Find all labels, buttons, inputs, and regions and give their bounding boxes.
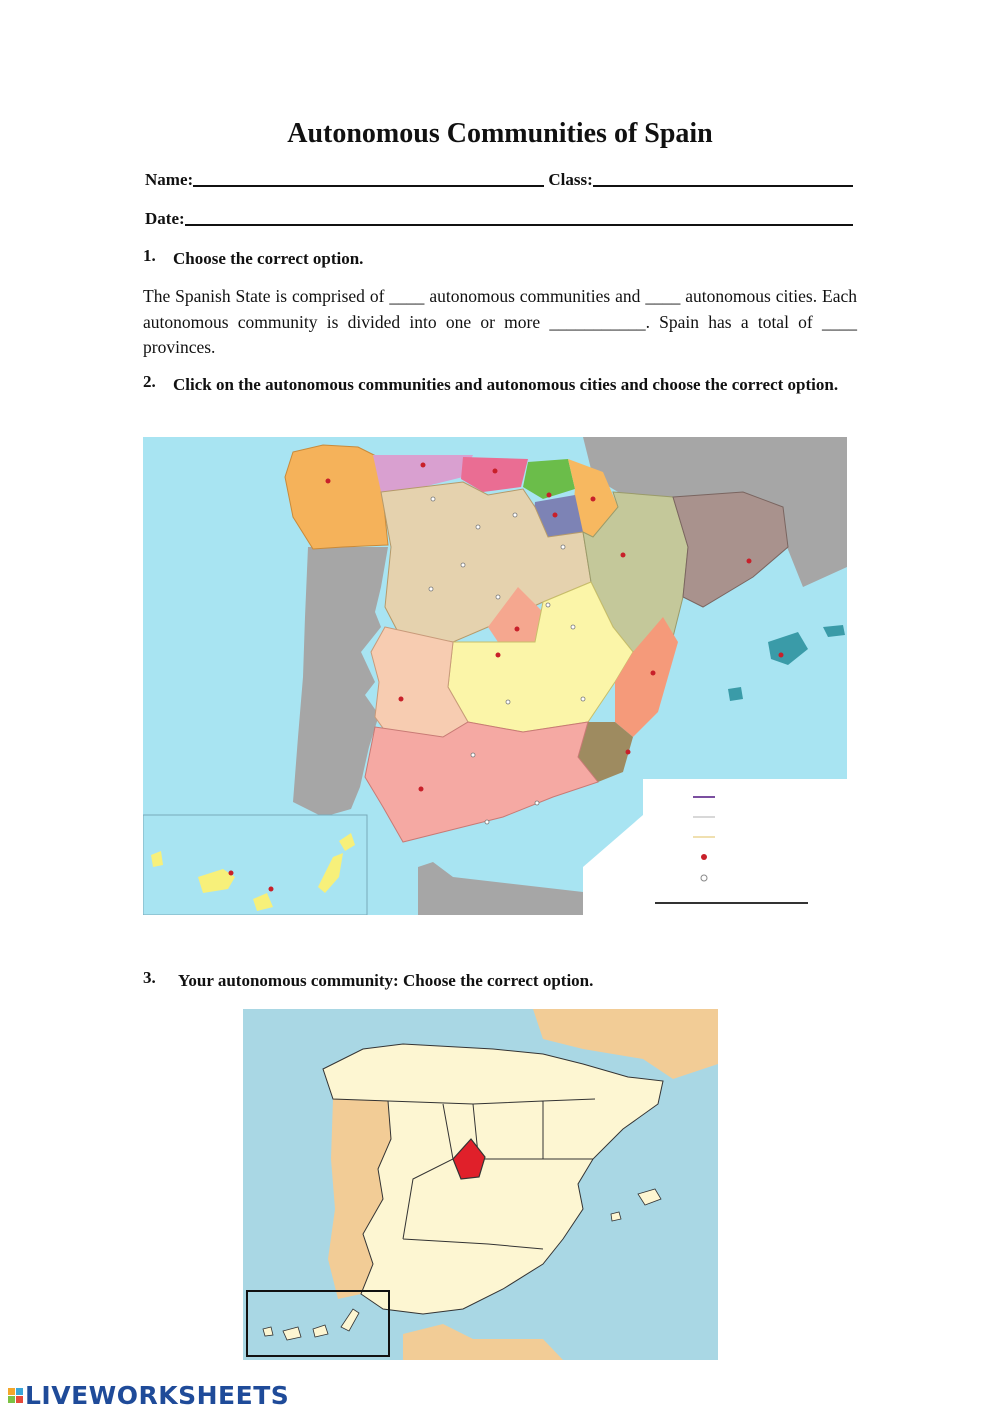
capital-dot[interactable]: [747, 559, 752, 564]
city-dot: [561, 545, 565, 549]
capital-dot[interactable]: [779, 653, 784, 658]
capital-dot[interactable]: [553, 513, 558, 518]
city-dot: [535, 801, 539, 805]
capital-dot[interactable]: [421, 463, 426, 468]
capital-dot[interactable]: [626, 750, 631, 755]
brand-name: LIVEWORKSHEETS: [25, 1380, 290, 1410]
city-dot: [546, 603, 550, 607]
question-2-heading: [143, 372, 857, 398]
city-dot: [513, 513, 517, 517]
capital-dot[interactable]: [493, 469, 498, 474]
question-1-number: 1.: [143, 246, 156, 265]
question-3-number: 3.: [143, 968, 156, 987]
capital-dot[interactable]: [496, 653, 501, 658]
capital-dot[interactable]: [399, 697, 404, 702]
city-dot: [571, 625, 575, 629]
city-dot: [461, 563, 465, 567]
liveworksheets-logo: [8, 1380, 289, 1410]
question-3-text: Your autonomous community: Choose the correct option.: [178, 971, 594, 990]
capital-dot[interactable]: [591, 497, 596, 502]
legend-capital-dot: [701, 854, 707, 860]
city-dot: [476, 525, 480, 529]
class-label: Class:: [548, 170, 593, 189]
question-1-heading: [143, 246, 857, 272]
capital-dot[interactable]: [515, 627, 520, 632]
spain-communities-map[interactable]: [143, 437, 847, 915]
city-dot: [496, 595, 500, 599]
city-dot: [429, 587, 433, 591]
region-balearic-ibiza[interactable]: [728, 687, 743, 701]
capital-dot[interactable]: [326, 479, 331, 484]
capital-dot[interactable]: [547, 493, 552, 498]
city-dot: [485, 820, 489, 824]
question-1-text: Choose the correct option.: [173, 249, 364, 268]
capital-dot[interactable]: [229, 871, 234, 876]
name-label: Name:: [145, 170, 194, 189]
capital-dot[interactable]: [621, 553, 626, 558]
question-2-text: Click on the autonomous communities and autonomous cities and choose the correct option.: [173, 375, 839, 394]
question-3-heading: [143, 968, 857, 994]
date-field[interactable]: [185, 210, 853, 226]
city-dot: [506, 700, 510, 704]
question-1-paragraph: The Spanish State is comprised of ____ autonomous communities and ____ autonomous cities. Each autonomous community is divided into one or more ___________. Spain has a total of ____ provinces.: [143, 286, 857, 357]
class-field[interactable]: [593, 171, 853, 187]
name-class-row: [145, 170, 857, 190]
city-dot: [581, 697, 585, 701]
city-dot: [431, 497, 435, 501]
logo-icon: [8, 1388, 23, 1403]
date-label: Date:: [145, 209, 185, 228]
capital-dot[interactable]: [269, 887, 274, 892]
date-row: [145, 209, 857, 229]
question-2-number: 2.: [143, 372, 156, 391]
your-community-map[interactable]: [243, 1009, 718, 1360]
city-dot: [471, 753, 475, 757]
balearic-island[interactable]: [611, 1212, 621, 1221]
worksheet-title: Autonomous Communities of Spain: [287, 118, 713, 149]
legend-city-dot: [701, 875, 707, 881]
capital-dot[interactable]: [651, 671, 656, 676]
capital-dot[interactable]: [419, 787, 424, 792]
name-field[interactable]: [193, 171, 544, 187]
